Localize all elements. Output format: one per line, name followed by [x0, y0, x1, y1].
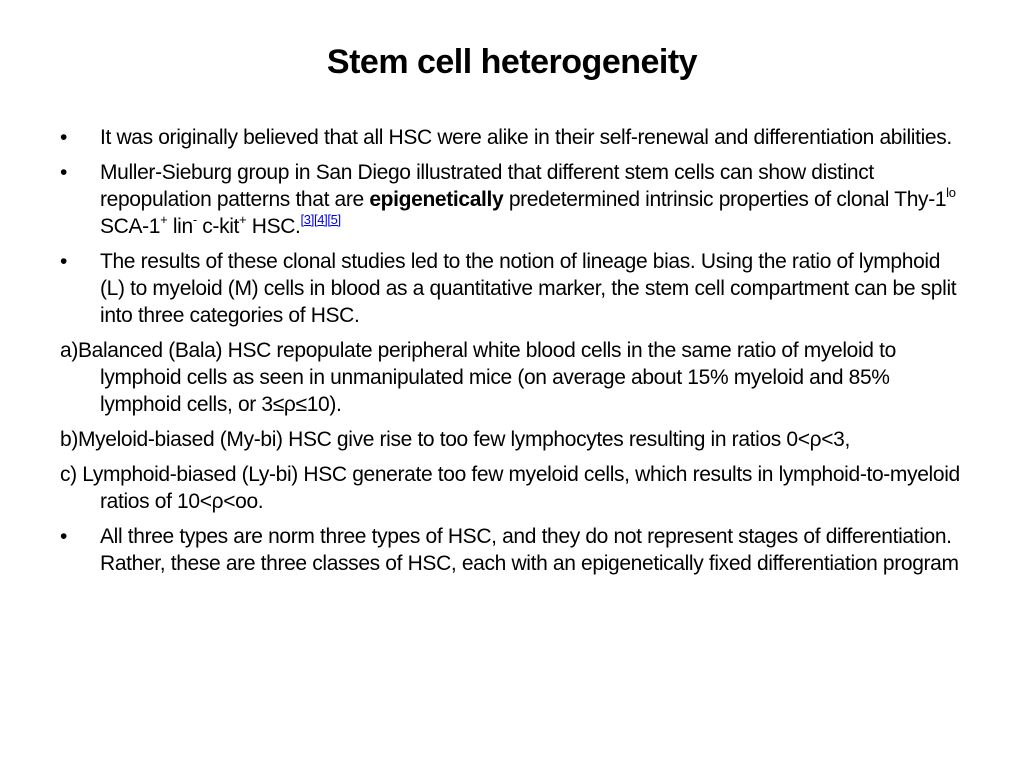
bullet-item-muller-sieburg	[60, 159, 965, 240]
superscript-plus: +	[239, 212, 247, 227]
bullet-text: It was originally believed that all HSC were alike in their self-renewal and differentiation abilities.	[100, 126, 952, 149]
lettered-text: c) Lymphoid-biased (Ly-bi) HSC generate too few myeloid cells, which results in lymphoid-to-myeloid ratios of 10<ρ<oo.	[60, 463, 960, 513]
superscript-plus: +	[160, 212, 168, 227]
bullet-item-three-classes	[60, 523, 965, 577]
superscript-minus: -	[192, 212, 197, 227]
lettered-item-myeloid-biased	[60, 426, 965, 453]
reference-links[interactable]: [3][4][5]	[300, 212, 341, 227]
lettered-text: b)Myeloid-biased (My-bi) HSC give rise to too few lymphocytes resulting in ratios 0<ρ<3,	[60, 428, 850, 451]
bullet-text-part: HSC.	[246, 215, 301, 238]
lettered-item-balanced	[60, 337, 965, 418]
bullet-text-part: c-kit	[196, 215, 240, 238]
slide-content	[60, 124, 965, 585]
bullet-text-part: lin	[167, 215, 193, 238]
bullet-marker: •	[60, 250, 68, 273]
slide-title: Stem cell heterogeneity	[326, 43, 698, 81]
lettered-item-lymphoid-biased	[60, 461, 965, 515]
superscript-lo: lo	[946, 185, 956, 200]
bullet-marker: •	[60, 525, 68, 548]
bullet-item-lineage-bias	[60, 248, 965, 329]
bullet-text-part: Muller-Sieburg group in San Diego illustrated that different stem cells can show distinct repopulation patterns that are	[100, 161, 874, 211]
bullet-marker: •	[60, 161, 68, 184]
bullet-marker: •	[60, 126, 68, 149]
bullet-text: All three types are norm three types of HSC, and they do not represent stages of differentiation. Rather, these are three classes of HSC, each with an epigenetically fixed differentiation program	[100, 525, 959, 575]
bullet-text-part: SCA-1	[100, 215, 161, 238]
lettered-text: a)Balanced (Bala) HSC repopulate peripheral white blood cells in the same ratio of myeloid to lymphoid cells as seen in unmanipulated mice (on average about 15% myeloid and 85% lymphoid cells, or 3≤ρ≤10).	[60, 339, 896, 416]
bold-term-epigenetically: epigenetically	[369, 188, 504, 211]
bullet-item-original-belief	[60, 124, 965, 151]
bullet-text-part: predetermined intrinsic properties of clonal Thy-1	[503, 188, 947, 211]
bullet-text: The results of these clonal studies led to the notion of lineage bias. Using the ratio of lymphoid (L) to myeloid (M) cells in blood as a quantitative marker, the stem cell compartment can be split into three categories of HSC.	[100, 250, 957, 327]
